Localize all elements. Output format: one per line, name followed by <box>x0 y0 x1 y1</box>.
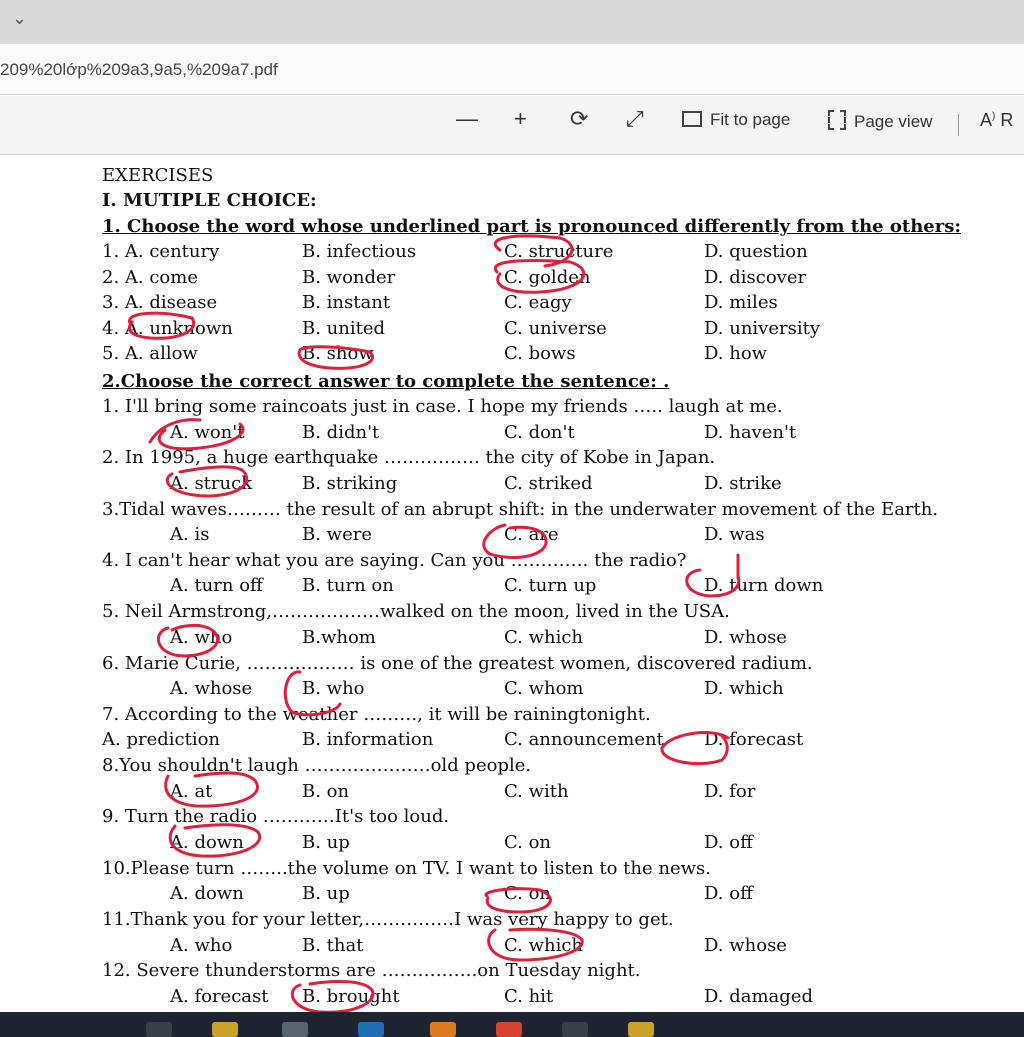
answer-option: D. haven't <box>704 421 797 443</box>
answer-option: A. at <box>170 780 213 802</box>
part1-option: C. golden <box>504 266 591 288</box>
answer-option: A. down <box>170 831 244 853</box>
answer-option: C. don't <box>504 421 575 443</box>
part1-option: C. structure <box>504 241 614 262</box>
answer-option: B. who <box>302 678 365 699</box>
answer-option: B. on <box>302 780 350 802</box>
answer-option: A. won't <box>170 421 245 443</box>
pdf-toolbar <box>0 96 1024 155</box>
answer-option: C. striked <box>504 472 593 494</box>
answer-option: D. damaged <box>704 985 813 1007</box>
answer-option: B. brought <box>302 985 400 1007</box>
part1-option: D. university <box>704 317 820 339</box>
part1-option: D. miles <box>704 292 778 313</box>
section-title: I. MUTIPLE CHOICE: <box>102 190 317 211</box>
part1-option: D. how <box>704 343 768 364</box>
answer-option: B. up <box>302 831 350 853</box>
answer-option: C. whom <box>504 678 584 699</box>
part1-option: B. instant <box>302 292 391 313</box>
windows-taskbar <box>0 1012 1024 1037</box>
answer-option: C. announcement <box>504 729 664 751</box>
answer-option: A. forecast <box>170 985 269 1007</box>
answer-option: D. which <box>704 678 784 699</box>
read-aloud-button[interactable] <box>980 110 1013 131</box>
answer-option: D. forecast <box>704 729 804 751</box>
address-bar[interactable] <box>0 44 1024 95</box>
question-text: 12. Severe thunderstorms are …………….on Tuesday night. <box>102 960 641 982</box>
question-text: 5. Neil Armstrong,………………walked on the moon, lived in the USA. <box>102 601 730 623</box>
part1-option: D. question <box>704 241 808 262</box>
page-view-button[interactable] <box>828 110 932 132</box>
page-view-label: Page view <box>854 112 933 131</box>
part1-option: D. discover <box>704 266 807 288</box>
answer-option: B. information <box>302 729 434 751</box>
answer-option: A. is <box>170 524 210 546</box>
answer-option: C. which <box>504 934 584 956</box>
answer-option: B. were <box>302 524 372 546</box>
question-text: 8.You shouldn't laugh …………………old people. <box>102 755 532 777</box>
part1-option: B. infectious <box>302 241 417 262</box>
answer-option: A. prediction <box>102 729 221 751</box>
answer-option: D. off <box>704 883 753 905</box>
answer-option: D. whose <box>704 626 787 648</box>
answer-option: A. who <box>170 626 233 648</box>
question-text: 1. I'll bring some raincoats just in case. I hope my friends ….. laugh at me. <box>102 396 783 417</box>
part1-option: 2. A. come <box>102 266 198 288</box>
part1-option: B. wonder <box>302 266 396 288</box>
chrome-icon[interactable] <box>628 1022 654 1037</box>
task-view-icon[interactable] <box>212 1022 238 1037</box>
question-text: 11.Thank you for your letter,……………I was very happy to get. <box>102 909 674 930</box>
question-text: 7. According to the weather ………, it will be rainingtonight. <box>102 703 651 725</box>
office-icon[interactable] <box>562 1022 588 1037</box>
question-text: 3.Tidal waves……… the result of an abrupt shift: in the underwater movement of the Earth. <box>102 498 939 520</box>
answer-option: A. who <box>170 934 233 956</box>
question-text: 2. In 1995, a huge earthquake ……………. the city of Kobe in Japan. <box>102 447 716 469</box>
part1-option: B. show <box>302 343 374 364</box>
answer-option: A. turn off <box>170 575 263 597</box>
file-explorer-icon[interactable] <box>282 1022 308 1037</box>
part1-option: 4. A. unknown <box>102 317 233 339</box>
answer-option: C. on <box>504 883 552 905</box>
answer-option: A. struck <box>170 472 253 494</box>
answer-option: D. for <box>704 780 756 802</box>
answer-option: D. turn down <box>704 575 824 597</box>
zoom-in-button[interactable]: + <box>514 106 527 131</box>
fit-to-page-label: Fit to page <box>710 110 791 129</box>
edge-icon[interactable] <box>496 1022 522 1037</box>
search-icon[interactable] <box>146 1022 172 1037</box>
fit-to-page-button[interactable] <box>682 110 790 130</box>
answer-option: C. on <box>504 831 552 853</box>
answer-option: C. with <box>504 780 569 802</box>
answer-option: A. down <box>170 883 244 905</box>
answer-option: D. was <box>704 524 765 546</box>
mail-icon[interactable] <box>430 1022 456 1037</box>
browser-tab-bar <box>0 0 1024 44</box>
answer-option: B. that <box>302 934 364 956</box>
answer-option: B. up <box>302 883 350 905</box>
answer-option: C. turn up <box>504 575 597 597</box>
part1-title: 1. Choose the word whose underlined part is pronounced differently from the others: <box>102 216 961 237</box>
chevron-down-icon[interactable]: ⌄ <box>12 8 28 29</box>
answer-option: B. didn't <box>302 421 380 443</box>
toolbar-divider <box>958 114 959 136</box>
answer-option: C. hit <box>504 985 554 1007</box>
page-view-icon <box>828 110 846 130</box>
part1-option: C. universe <box>504 317 607 339</box>
answer-option: D. whose <box>704 934 787 956</box>
answer-option: B. turn on <box>302 575 394 597</box>
rotate-icon[interactable]: ⟳ <box>570 106 589 131</box>
read-aloud-label: A <box>980 110 993 130</box>
zoom-out-button[interactable]: — <box>456 106 478 131</box>
read-aloud-cut-label: R <box>1000 110 1014 130</box>
store-icon[interactable] <box>358 1022 384 1037</box>
exercises-heading: EXERCISES <box>102 165 214 186</box>
address-text: 209%20lớp%209a3,9a5,%209a7.pdf <box>0 60 278 79</box>
question-text: 10.Please turn ……..the volume on TV. I want to listen to the news. <box>102 857 711 879</box>
part1-option: B. united <box>302 317 386 339</box>
part1-option: 3. A. disease <box>102 292 218 313</box>
answer-option: D. strike <box>704 472 782 494</box>
part1-option: C. eagy <box>504 292 572 313</box>
fit-page-icon <box>682 111 702 127</box>
answer-option: C. are <box>504 524 559 546</box>
question-text: 4. I can't hear what you are saying. Can you …………. the radio? <box>102 549 687 571</box>
answer-option: B. striking <box>302 472 398 494</box>
question-text: 6. Marie Curie, ……………… is one of the greatest women, discovered radium. <box>102 652 813 674</box>
answer-option: C. which <box>504 626 584 648</box>
part1-option: C. bows <box>504 343 576 364</box>
question-text: 9. Turn the radio …………It's too loud. <box>102 806 450 828</box>
fullscreen-icon[interactable]: ⤢ <box>626 106 644 131</box>
part1-option: 5. A. allow <box>102 343 198 364</box>
answer-option: A. whose <box>170 678 253 699</box>
part1-option: 1. A. century <box>102 241 220 262</box>
pdf-page <box>0 155 1024 1012</box>
read-aloud-icon: ) <box>992 111 996 122</box>
part2-title: 2.Choose the correct answer to complete the sentence: . <box>102 371 670 392</box>
answer-option: D. off <box>704 831 753 853</box>
answer-option: B.whom <box>302 626 376 648</box>
